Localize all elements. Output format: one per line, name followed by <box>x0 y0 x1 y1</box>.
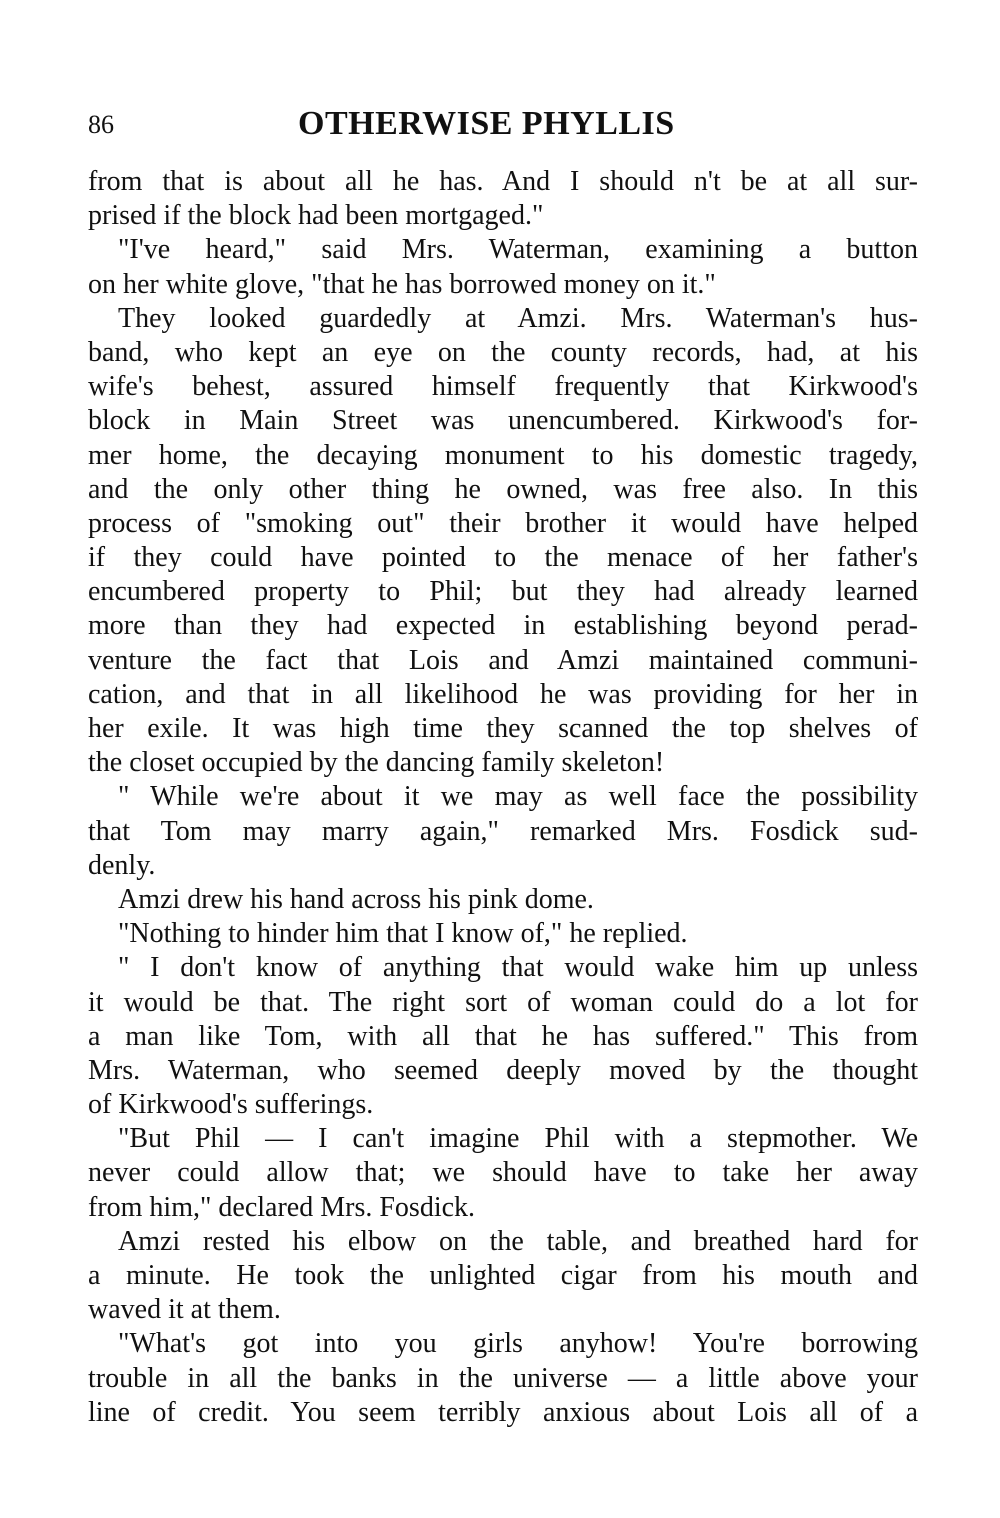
text-line: "But Phil — I can't imagine Phil with a stepmother. We <box>118 1123 918 1155</box>
text-line: prised if the block had been mortgaged." <box>88 200 544 232</box>
text-line: mer home, the decaying monument to his domestic tragedy, <box>88 439 918 471</box>
text-line: Amzi rested his elbow on the table, and breathed hard for <box>118 1225 918 1257</box>
text-line: block in Main Street was unencumbered. Kirkwood's for- <box>88 405 918 437</box>
text-line: that Tom may marry again," remarked Mrs. Fosdick sud- <box>88 815 918 847</box>
text-line: more than they had expected in establishing beyond perad- <box>88 610 918 642</box>
text-line: cation, and that in all likelihood he was providing for her in <box>88 678 918 710</box>
text-line: of Kirkwood's sufferings. <box>88 1089 374 1121</box>
text-line: from that is about all he has. And I should n't be at all sur- <box>88 166 918 197</box>
text-line: encumbered property to Phil; but they had already learned <box>88 576 918 608</box>
text-line: a man like Tom, with all that he has suffered." This from <box>88 1020 918 1052</box>
text-line: never could allow that; we should have to take her away <box>88 1157 918 1189</box>
text-line: and the only other thing he owned, was free also. In this <box>88 473 918 505</box>
page-header <box>88 104 918 148</box>
text-line: the closet occupied by the dancing family skeleton! <box>88 747 665 779</box>
text-line: her exile. It was high time they scanned the top shelves of <box>88 713 918 744</box>
page-number: 86 <box>88 110 114 139</box>
text-line: Amzi drew his hand across his pink dome. <box>118 883 594 915</box>
text-line: process of "smoking out" their brother it would have helped <box>88 507 918 539</box>
text-line: "Nothing to hinder him that I know of," he replied. <box>118 918 688 950</box>
text-line: a minute. He took the unlighted cigar from his mouth and <box>88 1260 918 1291</box>
text-line: it would be that. The right sort of woman could do a lot for <box>88 986 918 1018</box>
text-line: " While we're about it we may as well face the possibility <box>118 781 918 813</box>
text-line: venture the fact that Lois and Amzi maintained communi- <box>88 644 918 676</box>
text-line: trouble in all the banks in the universe — a little above your <box>88 1362 918 1394</box>
text-line: Mrs. Waterman, who seemed deeply moved by the thought <box>88 1054 918 1086</box>
text-line: on her white glove, "that he has borrowed money on it." <box>88 268 716 300</box>
text-line: "I've heard," said Mrs. Waterman, examining a button <box>118 234 918 266</box>
text-line: if they could have pointed to the menace of her father's <box>88 542 918 574</box>
body-text <box>88 165 918 1430</box>
text-line: "What's got into you girls anyhow! You're borrowing <box>118 1328 918 1360</box>
text-line: line of credit. You seem terribly anxious about Lois all of a <box>88 1396 918 1428</box>
text-line: band, who kept an eye on the county records, had, at his <box>88 336 918 368</box>
text-line: denly. <box>88 849 156 881</box>
text-line: " I don't know of anything that would wake him up unless <box>118 952 918 984</box>
text-line: from him," declared Mrs. Fosdick. <box>88 1191 476 1223</box>
text-line: waved it at them. <box>88 1294 281 1326</box>
running-title: OTHERWISE PHYLLIS <box>298 105 675 142</box>
text-line: wife's behest, assured himself frequently that Kirkwood's <box>88 371 918 403</box>
text-line: They looked guardedly at Amzi. Mrs. Waterman's hus- <box>118 302 918 334</box>
